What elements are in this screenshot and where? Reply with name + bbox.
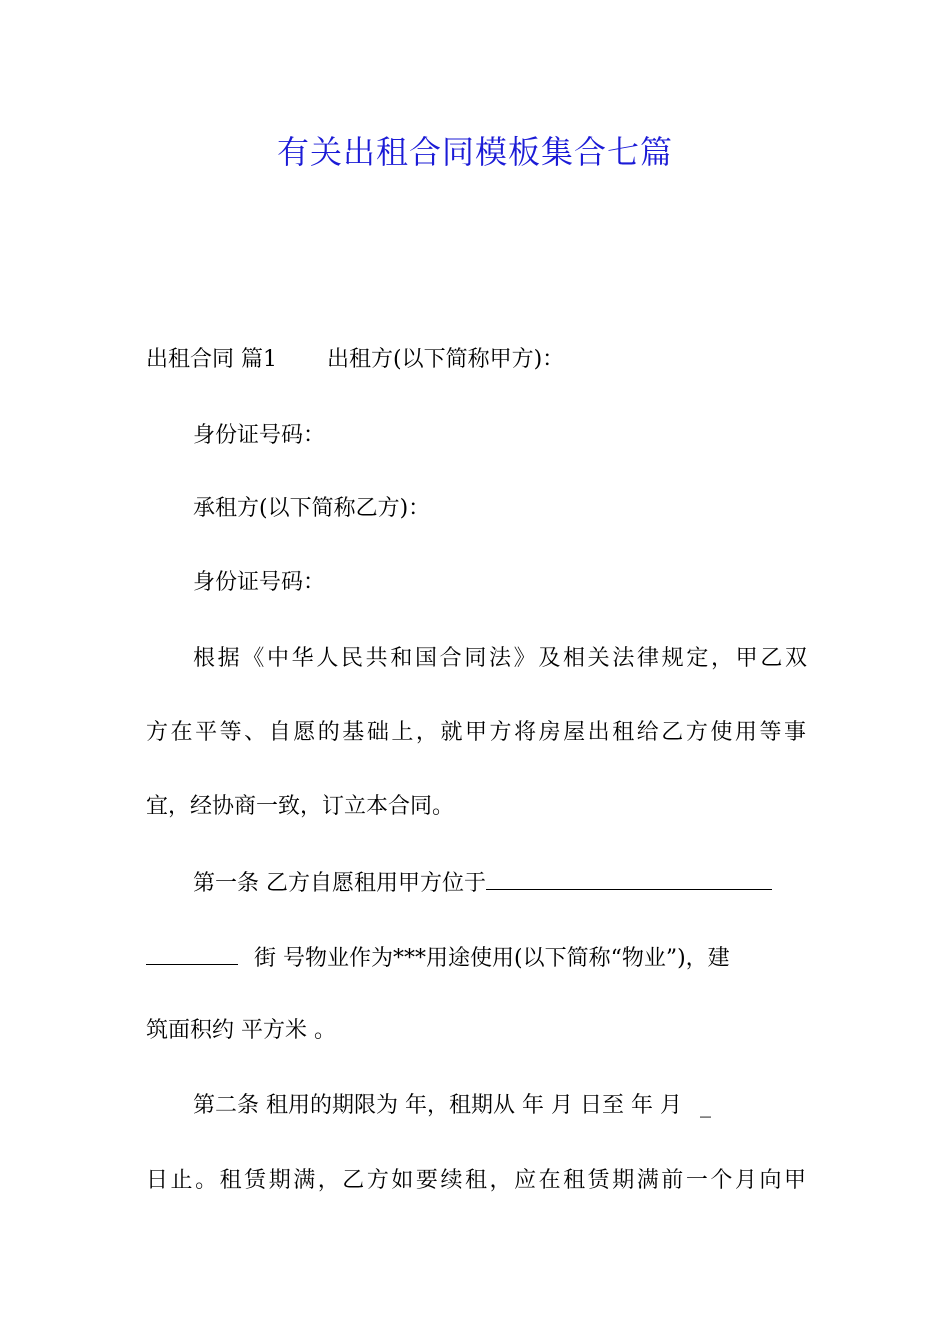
lessee-label: 承租方(以下简称乙方)： bbox=[193, 496, 431, 521]
street-blank bbox=[146, 940, 238, 965]
document-title: 有关出租合同模板集合七篇 bbox=[276, 133, 673, 171]
paragraph-line: 方在平等、自愿的基础上，就甲方将房屋出租给乙方使用等事 bbox=[146, 720, 806, 745]
paragraph-line: 宜，经协商一致，订立本合同。 bbox=[146, 794, 455, 819]
article-two-text: 第二条 租用的期限为 年，租期从 年 月 日至 年 月 bbox=[193, 1093, 682, 1118]
lessor-label: 出租方(以下简称甲方)： bbox=[327, 347, 565, 372]
section-heading: 出租合同 篇1 bbox=[146, 347, 277, 372]
paragraph-line: 根据《中华人民共和国合同法》及相关法律规定，甲乙双 bbox=[193, 646, 807, 671]
article-one-text: 街 号物业作为***用途使用(以下简称“物业”)，建 bbox=[254, 946, 730, 971]
day-blank: _ bbox=[699, 1093, 711, 1118]
article-two-line bbox=[193, 1090, 711, 1122]
paragraph-line bbox=[146, 344, 564, 376]
lessor-id-label: 身份证号码： bbox=[193, 423, 326, 448]
paragraph-line: 日止。租赁期满，乙方如要续租，应在租赁期满前一个月向甲 bbox=[146, 1168, 806, 1193]
lessee-id-label: 身份证号码： bbox=[193, 570, 326, 595]
article-one-line bbox=[146, 940, 730, 975]
article-one-text: 第一条 乙方自愿租用甲方位于 bbox=[193, 871, 486, 896]
address-blank bbox=[486, 865, 772, 890]
paragraph-line: 筑面积约 平方米 。 bbox=[146, 1018, 336, 1043]
article-one-line bbox=[193, 865, 772, 900]
